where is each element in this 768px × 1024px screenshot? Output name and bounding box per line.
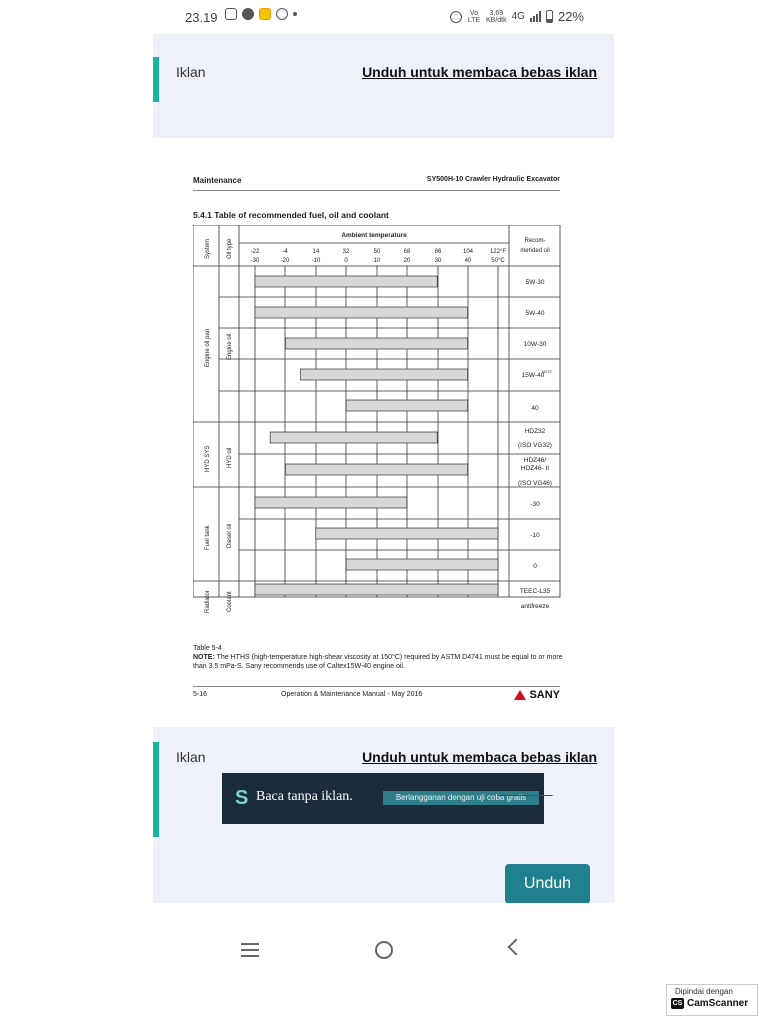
- system-radiator: Radiator: [205, 590, 211, 613]
- temp-c-label: -10: [311, 258, 321, 264]
- notification-icons: [225, 8, 297, 20]
- temp-f-labels: [251, 249, 507, 255]
- net-speed-value: 3,69: [489, 9, 504, 17]
- watermark-line2: [671, 998, 748, 1009]
- watermark-brand: CamScanner: [687, 998, 749, 1009]
- banner-cta[interactable]: Berlangganan dengan uji coba gratis: [383, 791, 539, 805]
- oil-label-15w40: 15W-40: [521, 372, 545, 379]
- temp-f-label: 68: [403, 249, 411, 255]
- temp-c-label: -20: [280, 258, 290, 264]
- col-ambient-header: Ambient temperature: [341, 232, 407, 239]
- temp-c-labels: [251, 258, 506, 264]
- col-recommended-header-2: mended oil: [520, 248, 550, 254]
- ad-label: Iklan: [176, 64, 206, 80]
- note-label: NOTE:: [193, 654, 215, 661]
- range-bar-3: [285, 338, 467, 349]
- range-bar-6: [270, 432, 437, 443]
- battery-percent: 22%: [557, 9, 584, 24]
- footer-manual-title: Operation & Maintenance Manual - May 2016: [281, 691, 423, 698]
- oil-label-15w40-superscript: NOTE: [542, 370, 552, 374]
- watermark-line1: Dipindai dengan: [675, 987, 733, 996]
- camscanner-logo-icon: CS: [672, 1000, 683, 1007]
- chat-icon: [242, 8, 254, 20]
- temp-f-label: 14: [312, 249, 320, 255]
- dot-icon: [293, 12, 297, 16]
- note-text: The HTHS (high-temperature high-shear viscosity at 150°C) required by ASTM D4741 must be equal to or more than 3.5 mPa-S. Sany recommends use of Caltex15W-40 engine oil.: [193, 654, 563, 670]
- range-bar-11: [255, 584, 498, 595]
- range-bar-9: [316, 528, 498, 539]
- alarm-icon: [450, 11, 462, 23]
- oil-label-minus30: -30: [530, 501, 540, 508]
- facebook-icon: [276, 8, 288, 20]
- system-fuel-tank: Fuel tank: [205, 525, 211, 550]
- range-bar-8: [255, 497, 407, 508]
- volte-icon: Vo LTE: [467, 9, 481, 24]
- oil-label-antifreeze: antifreeze: [520, 603, 550, 610]
- temp-c-label: 50°C: [491, 258, 505, 264]
- oil-label-0: 0: [533, 563, 537, 570]
- net-speed-unit: KB/dtk: [486, 16, 507, 24]
- oil-label-hdz46-ii: HDZ46- II: [520, 465, 550, 472]
- range-bar-10: [346, 559, 498, 570]
- network-type: 4G: [511, 11, 525, 22]
- nav-bar: [153, 903, 614, 993]
- temp-f-label: -22: [250, 249, 260, 255]
- signal-icon: [530, 11, 541, 22]
- recommended-oil-labels: [518, 279, 553, 610]
- ad-top: [153, 34, 614, 138]
- range-bar-7: [285, 464, 467, 475]
- back-icon[interactable]: [508, 939, 525, 956]
- temp-c-label: 10: [373, 258, 381, 264]
- table-caption: Table 5-4: [193, 645, 222, 652]
- temp-c-label: 30: [434, 258, 442, 264]
- temp-f-label: 122°F: [489, 249, 507, 255]
- temp-c-label: 40: [464, 258, 472, 264]
- ad-free-banner[interactable]: [222, 773, 544, 824]
- oil-type-hyd-oil: HYD oil: [227, 447, 233, 468]
- oil-label-10w30: 10W-30: [523, 341, 547, 348]
- col-oil-type-header: Oil type: [227, 238, 233, 259]
- col-system-header: System: [205, 238, 211, 259]
- ad-free-download-link[interactable]: Unduh untuk membaca bebas iklan: [362, 64, 597, 80]
- temp-f-label: 32: [342, 249, 350, 255]
- temp-f-label: 50: [373, 249, 381, 255]
- system-engine-oil-pan: Engine oil pan: [205, 328, 211, 367]
- home-icon[interactable]: [375, 941, 393, 959]
- sany-logo-icon: [514, 690, 526, 700]
- app-icon: [259, 8, 271, 20]
- sany-logo: [514, 689, 560, 701]
- download-button[interactable]: Unduh: [505, 864, 590, 904]
- col-recommended-header-1: Recom-: [524, 238, 546, 244]
- oil-type-engine-oil: Engine oil: [227, 333, 233, 360]
- banner-title: Baca tanpa iklan.: [256, 789, 353, 804]
- temp-c-label: 20: [403, 258, 411, 264]
- battery-icon: [546, 10, 553, 23]
- doc-header-left: Maintenance: [193, 176, 242, 185]
- ad-accent-bar: [153, 742, 159, 837]
- temp-f-label: -4: [282, 249, 288, 255]
- ad-label: Iklan: [176, 749, 206, 765]
- doc-header: [193, 176, 560, 185]
- screen-share-icon: [225, 8, 237, 20]
- net-speed: [486, 10, 507, 24]
- doc-header-rule: [193, 190, 560, 191]
- oil-label-5w40: 5W-40: [525, 310, 545, 317]
- oil-label-minus10: -10: [530, 532, 540, 539]
- range-bar-1: [255, 276, 437, 287]
- scribd-logo-icon: S: [235, 787, 249, 809]
- doc-footer-rule: [193, 686, 560, 687]
- system-hyd-sys: HYD SYS: [205, 445, 211, 472]
- ad-free-download-link[interactable]: Unduh untuk membaca bebas iklan: [362, 749, 597, 765]
- range-bar-5: [346, 400, 468, 411]
- system-icons: [450, 9, 584, 24]
- oil-label-40: 40: [531, 405, 539, 412]
- doc-header-right: SY500H-10 Crawler Hydraulic Excavator: [426, 176, 560, 183]
- ad-bottom: [153, 727, 614, 903]
- sany-logo-text: SANY: [529, 689, 560, 701]
- doc-footer: [193, 689, 560, 701]
- oil-label-iso-vg46: (ISO VG46): [518, 480, 552, 487]
- temp-c-label: 0: [344, 258, 348, 264]
- range-bar-4: [301, 369, 468, 380]
- temp-f-label: 86: [434, 249, 442, 255]
- status-bar: [153, 0, 614, 34]
- oil-type-coolant: Coolant: [227, 591, 233, 612]
- oil-type-diesel-oil: Diesel oil: [227, 523, 233, 548]
- oil-label-teec: TEEC-L35: [519, 588, 551, 595]
- temp-c-label: -30: [250, 258, 260, 264]
- range-bar-2: [255, 307, 468, 318]
- ad-accent-bar: [153, 57, 159, 102]
- range-bars: [255, 276, 498, 595]
- table-note: [193, 644, 563, 671]
- footer-page-number: 5-16: [193, 691, 208, 698]
- status-time: 23.19: [185, 10, 218, 25]
- oil-label-hdz46: HDZ46/: [523, 457, 547, 464]
- camscanner-watermark: [666, 984, 758, 1016]
- oil-label-5w30: 5W-30: [525, 279, 545, 286]
- document-page: [153, 138, 614, 727]
- oil-label-hdz32: HDZ32: [524, 428, 546, 435]
- recent-apps-icon[interactable]: [241, 943, 259, 961]
- oil-label-iso-vg32: (ISO VG32): [518, 442, 552, 449]
- recommended-oil-table: [193, 225, 561, 635]
- section-title: 5.4.1 Table of recommended fuel, oil and coolant: [193, 210, 389, 220]
- temp-f-label: 104: [462, 249, 474, 255]
